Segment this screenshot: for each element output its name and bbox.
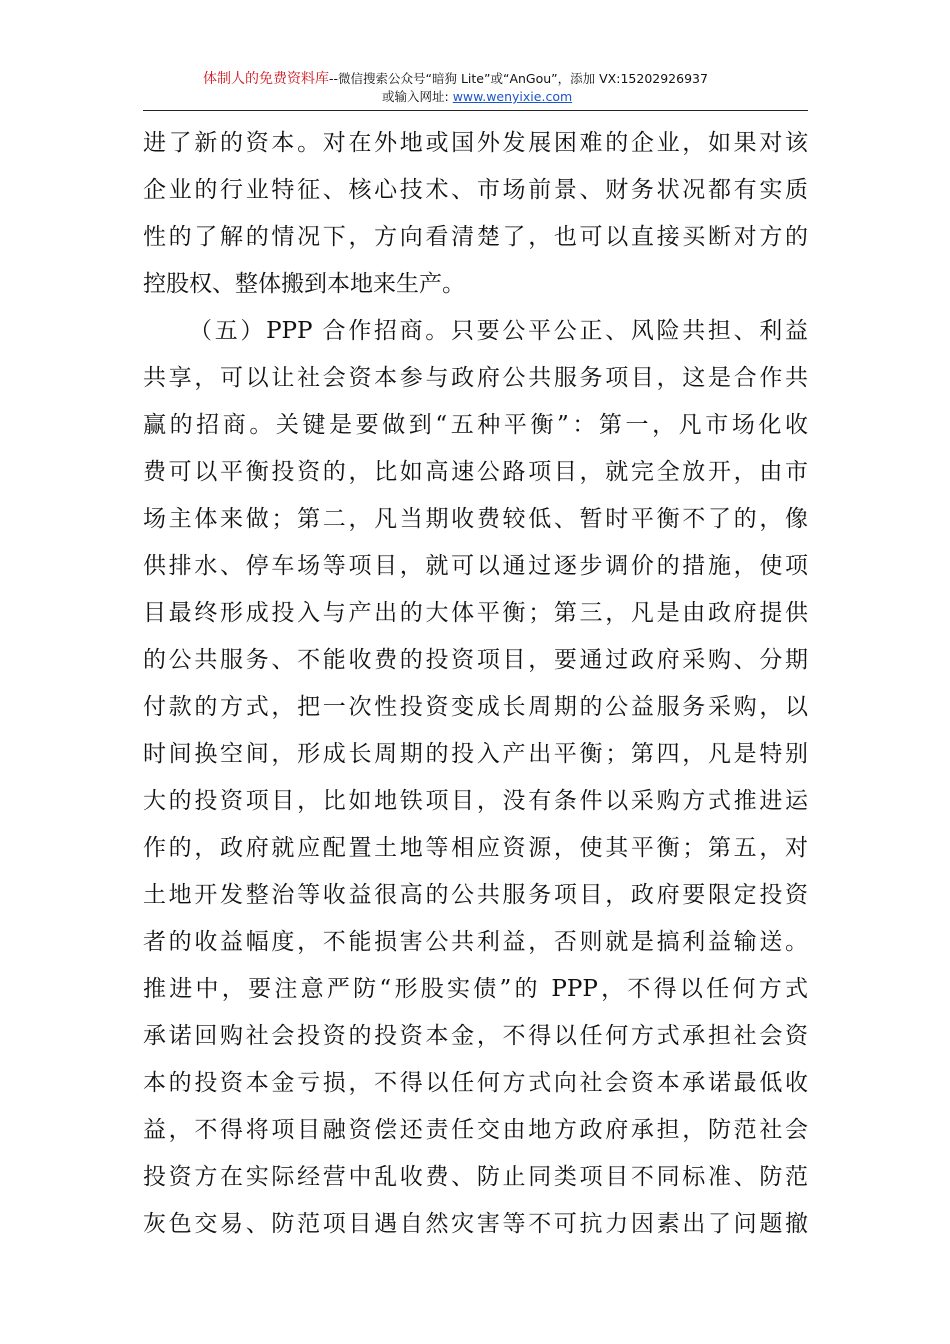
text-line: 控股权、整体搬到本地来生产。 bbox=[143, 271, 465, 297]
text-line: 投资方在实际经营中乱收费、防止同类项目不同标准、防范 bbox=[143, 1164, 808, 1190]
header-line-2 bbox=[382, 88, 572, 106]
text-line: 供排水、停车场等项目，就可以通过逐步调价的措施，使项 bbox=[143, 553, 808, 579]
text-line: 进了新的资本。对在外地或国外发展困难的企业，如果对该 bbox=[143, 130, 808, 156]
text-line: 大的投资项目，比如地铁项目，没有条件以采购方式推进运 bbox=[143, 788, 808, 814]
section-heading-line: （五）PPP 合作招商。只要公平公正、风险共担、利益 bbox=[189, 318, 808, 344]
text-line: 时间换空间，形成长周期的投入产出平衡；第四，凡是特别 bbox=[143, 741, 808, 767]
text-line: 场主体来做；第二，凡当期收费较低、暂时平衡不了的，像 bbox=[143, 506, 808, 532]
text-line: 共享，可以让社会资本参与政府公共服务项目，这是合作共 bbox=[143, 365, 808, 391]
text-line: 承诺回购社会投资的投资本金，不得以任何方式承担社会资 bbox=[143, 1023, 808, 1049]
text-line: 者的收益幅度，不能损害公共利益，否则就是搞利益输送。 bbox=[143, 929, 808, 955]
brand-name: 体制人的免费资料库 bbox=[203, 71, 329, 87]
text-line: 推进中，要注意严防“形股实债”的 PPP，不得以任何方式 bbox=[143, 976, 808, 1002]
text-line: 作的，政府就应配置土地等相应资源，使其平衡；第五，对 bbox=[143, 835, 808, 861]
text-line: 土地开发整治等收益很高的公共服务项目，政府要限定投资 bbox=[143, 882, 808, 908]
text-line: 性的了解的情况下，方向看清楚了，也可以直接买断对方的 bbox=[143, 224, 808, 250]
header-line-1 bbox=[203, 70, 708, 88]
text-line: 的公共服务、不能收费的投资项目，要通过政府采购、分期 bbox=[143, 647, 808, 673]
text-line: 企业的行业特征、核心技术、市场前景、财务状况都有实质 bbox=[143, 177, 808, 203]
text-line: 目最终形成投入与产出的大体平衡；第三，凡是由政府提供 bbox=[143, 600, 808, 626]
text-line: 本的投资本金亏损，不得以任何方式向社会资本承诺最低收 bbox=[143, 1070, 808, 1096]
website-link[interactable]: www.wenyixie.com bbox=[452, 89, 573, 104]
text-line: 付款的方式，把一次性投资变成长周期的公益服务采购，以 bbox=[143, 694, 808, 720]
text-line: 益，不得将项目融资偿还责任交由地方政府承担，防范社会 bbox=[143, 1117, 808, 1143]
text-line: 赢的招商。关键是要做到“五种平衡”：第一，凡市场化收 bbox=[143, 412, 808, 438]
url-label: 或输入网址: bbox=[382, 89, 449, 104]
page-header bbox=[143, 70, 808, 111]
document-body bbox=[143, 120, 808, 1248]
text-line: 灰色交易、防范项目遇自然灾害等不可抗力因素出了问题撤 bbox=[143, 1211, 808, 1237]
text-line: 费可以平衡投资的，比如高速公路项目，就完全放开，由市 bbox=[143, 459, 808, 485]
header-info: --微信搜索公众号“暗狗 Lite”或“AnGou”，添加 VX:15202926937 bbox=[329, 71, 708, 86]
